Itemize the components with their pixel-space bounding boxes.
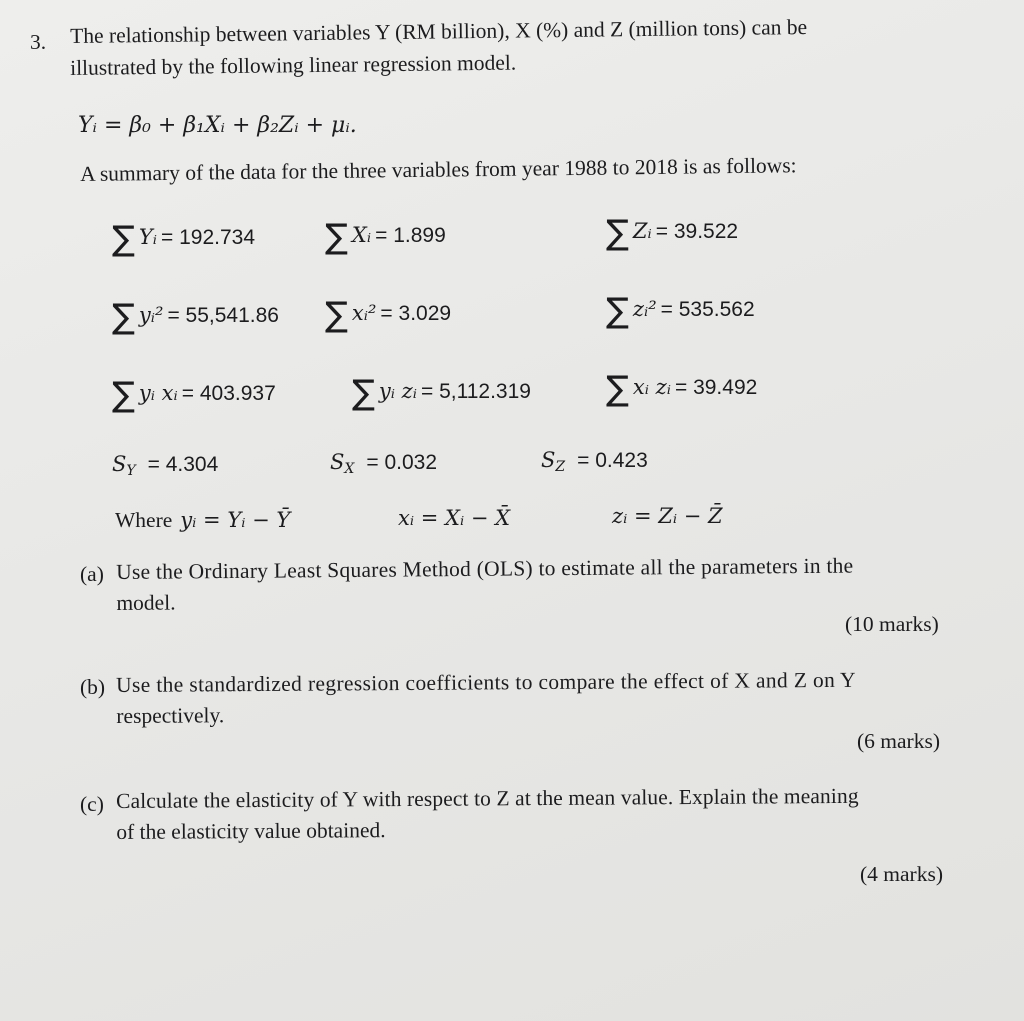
sigma-icon: ∑ bbox=[325, 295, 348, 335]
sum-xz: ∑ xᵢ zᵢ = 39.492 bbox=[606, 369, 758, 409]
sum-yz: ∑ yᵢ zᵢ = 5,112.319 bbox=[352, 373, 531, 413]
sigma-icon: ∑ bbox=[325, 217, 348, 257]
question-intro-line2: illustrated by the following linear regression model. bbox=[70, 50, 517, 80]
sigma-icon: ∑ bbox=[112, 375, 135, 415]
sum-X: ∑ Xᵢ = 1.899 bbox=[325, 217, 446, 257]
part-b-label: (b) bbox=[80, 675, 106, 699]
part-c-marks: (4 marks) bbox=[860, 862, 943, 886]
sum-Z: ∑ Zᵢ = 39.522 bbox=[606, 213, 739, 253]
std-dev-Y: $S_Y = 4.304$ bbox=[112, 452, 219, 480]
part-a-text: Use the Ordinary Least Squares Method (OLS) to estimate all the parameters in the model. bbox=[116, 553, 854, 615]
where-y-definition: Where yᵢ = Yᵢ − Ȳ bbox=[115, 508, 291, 532]
std-dev-Z: $S_Z = 0.423$ bbox=[541, 448, 648, 476]
part-a-label: (a) bbox=[80, 562, 104, 586]
summary-intro: A summary of the data for the three variables from year 1988 to 2018 is as follows: bbox=[80, 153, 797, 186]
sigma-icon: ∑ bbox=[606, 213, 629, 253]
sigma-icon: ∑ bbox=[606, 291, 629, 331]
where-x-definition: xᵢ = Xᵢ − X̄ bbox=[398, 506, 511, 530]
where-z-definition: zᵢ = Zᵢ − Z̄ bbox=[612, 504, 723, 528]
sum-x-squared: ∑ xᵢ² = 3.029 bbox=[325, 295, 452, 335]
sigma-icon: ∑ bbox=[112, 297, 135, 337]
sigma-icon: ∑ bbox=[352, 373, 375, 413]
sigma-icon: ∑ bbox=[112, 219, 135, 259]
sum-Y: ∑ Yᵢ = 192.734 bbox=[112, 219, 256, 259]
std-dev-X: $S_X = 0.032$ bbox=[330, 450, 438, 478]
part-b-marks: (6 marks) bbox=[857, 729, 940, 753]
sum-y-squared: ∑ yᵢ² = 55,541.86 bbox=[112, 297, 279, 337]
question-number: 3. bbox=[30, 30, 47, 54]
sum-yx: ∑ yᵢ xᵢ = 403.937 bbox=[112, 375, 276, 415]
part-b-text: Use the standardized regression coefficients to compare the effect of X and Z on Y respectively. bbox=[116, 667, 857, 728]
sigma-icon: ∑ bbox=[606, 369, 629, 409]
part-c-label: (c) bbox=[80, 792, 104, 816]
part-c-text: Calculate the elasticity of Y with respect to Z at the mean value. Explain the meaning of the elasticity value obtained. bbox=[116, 783, 859, 844]
sum-z-squared: ∑ zᵢ² = 535.562 bbox=[606, 291, 755, 331]
part-a-marks: (10 marks) bbox=[845, 612, 939, 636]
question-intro-line1: The relationship between variables Y (RM billion), X (%) and Z (million tons) can be bbox=[70, 14, 808, 48]
model-equation: Yᵢ = β₀ + β₁Xᵢ + β₂Zᵢ + μᵢ. bbox=[78, 113, 357, 138]
